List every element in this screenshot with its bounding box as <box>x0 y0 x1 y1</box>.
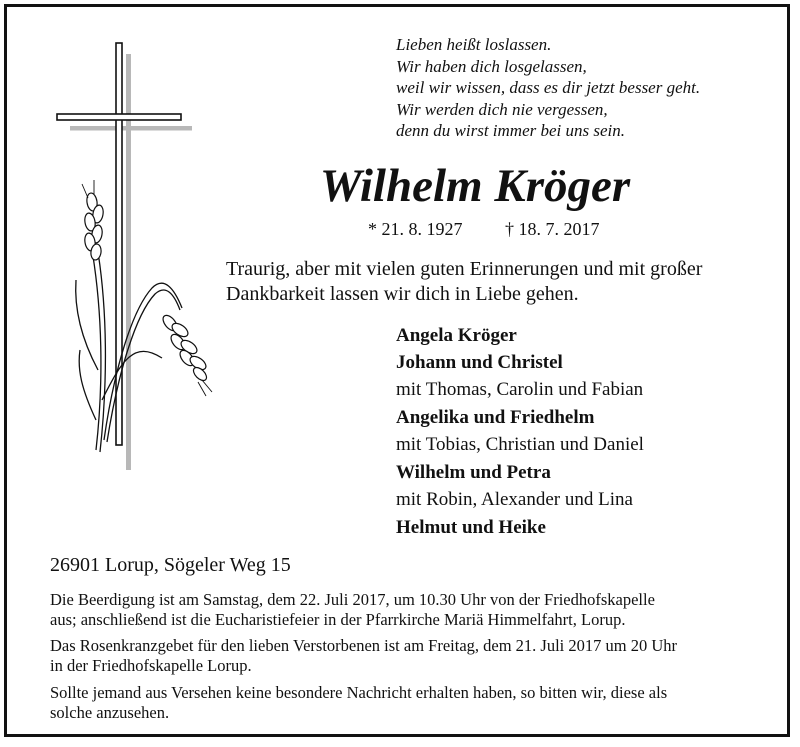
rosary-notice <box>50 636 765 676</box>
farewell-line: Dankbarkeit lassen wir dich in Liebe gehen. <box>226 283 579 305</box>
death-date: † 18. 7. 2017 <box>505 219 600 239</box>
deceased-name: Wilhelm Kröger <box>319 160 631 212</box>
notice-line: aus; anschließend ist die Eucharistiefeier in der Pfarrkirche Mariä Himmelfahrt, Lorup. <box>50 610 626 629</box>
farewell-line: Traurig, aber mit vielen guten Erinnerungen und mit großer <box>226 258 703 280</box>
family-children: mit Thomas, Carolin und Fabian <box>396 379 644 400</box>
cross-with-wheat-icon <box>52 40 222 475</box>
family-list <box>396 322 644 541</box>
family-children: mit Tobias, Christian und Daniel <box>396 434 644 455</box>
no-message-notice <box>50 683 765 723</box>
family-children: mit Robin, Alexander und Lina <box>396 489 633 510</box>
notice-line: Sollte jemand aus Versehen keine besondere Nachricht erhalten haben, so bitten wir, diese als <box>50 683 668 702</box>
notice-line: Die Beerdigung ist am Samstag, dem 22. Juli 2017, um 10.30 Uhr von der Friedhofskapelle <box>50 590 655 609</box>
family-member: Helmut und Heike <box>396 517 546 538</box>
poem <box>396 34 700 142</box>
family-member: Angelika und Friedhelm <box>396 407 595 428</box>
poem-line: Wir haben dich losgelassen, <box>396 56 587 76</box>
family-member: Wilhelm und Petra <box>396 462 551 483</box>
family-member: Johann und Christel <box>396 352 563 373</box>
funeral-notice <box>50 590 765 630</box>
birth-date: * 21. 8. 1927 <box>368 219 463 239</box>
address: 26901 Lorup, Sögeler Weg 15 <box>50 554 291 576</box>
poem-line: weil wir wissen, dass es dir jetzt besser geht. <box>396 78 701 97</box>
poem-line: Lieben heißt loslassen. <box>396 35 552 54</box>
notice-line: in der Friedhofskapelle Lorup. <box>50 656 252 675</box>
poem-line: denn du wirst immer bei uns sein. <box>396 121 626 140</box>
notice-line: Das Rosenkranzgebet für den lieben Verstorbenen ist am Freitag, dem 21. Juli 2017 um 20 Uhr <box>50 636 678 655</box>
farewell-text <box>226 257 702 307</box>
poem-line: Wir werden dich nie vergessen, <box>396 99 608 119</box>
family-member: Angela Kröger <box>396 325 517 346</box>
notice-line: solche anzusehen. <box>50 703 170 722</box>
life-dates <box>368 218 600 240</box>
